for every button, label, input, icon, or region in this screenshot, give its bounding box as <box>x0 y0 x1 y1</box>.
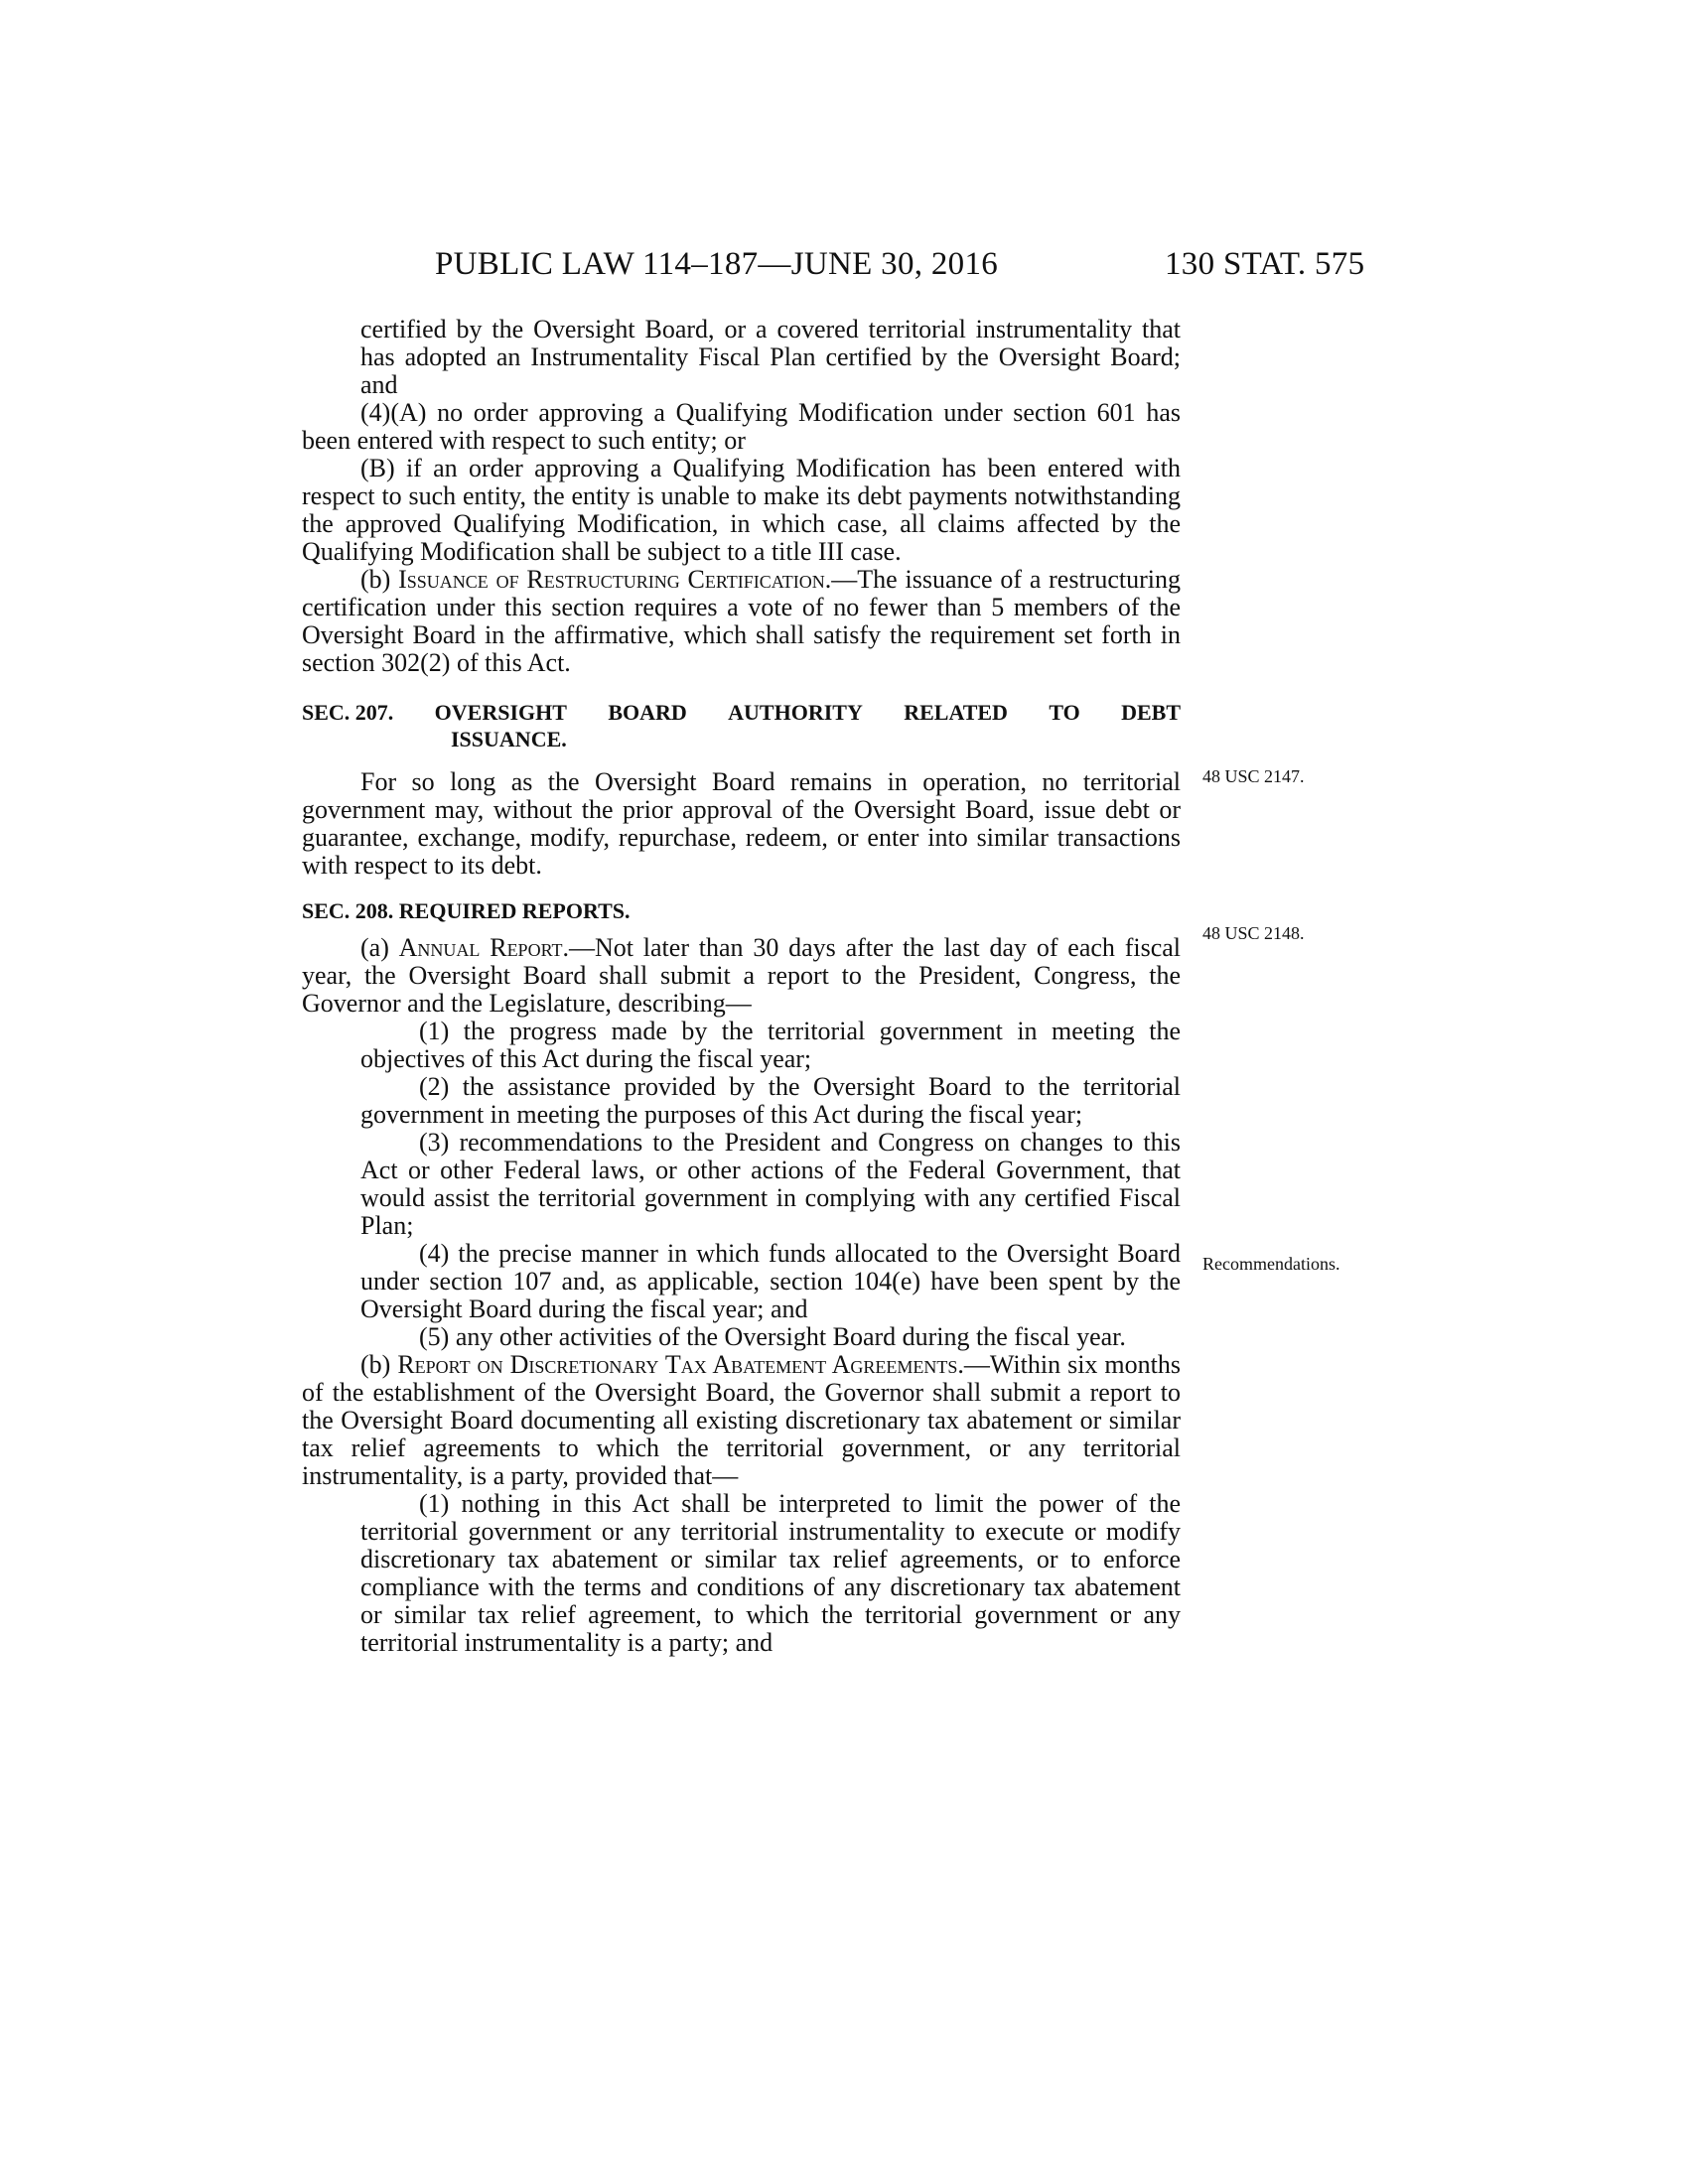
margin-note-recommendations: Recommendations. <box>1202 1254 1340 1274</box>
section-title-line2: ISSUANCE. <box>451 727 567 751</box>
page-header <box>0 246 1688 286</box>
subsection-text: .—The issuance of a restructuring certification under this section requires a vote of no fewer than 5 members of the Oversight Board in the affirmative, which shall satisfy the requirement set forth in section 302(2) of this Act. <box>302 565 1181 677</box>
intro-subsection-b <box>302 566 1181 677</box>
subsection-text: .—Not later than 30 days after the last day of each fiscal year, the Oversight Board shall submit a report to the President, Congress, the Governor and the Legislature, describing— <box>302 933 1181 1018</box>
section-208-subsection-b <box>302 1351 1181 1490</box>
section-207-text: For so long as the Oversight Board remains in operation, no territorial government may, without the prior approval of the Oversight Board, issue debt or guarantee, exchange, modify, repurchase, redeem, or enter into similar transactions with respect to its debt. <box>302 767 1181 880</box>
subsection-heading: Report on Discretionary Tax Abatement Agreements <box>397 1350 958 1379</box>
subsection-label: (b) <box>360 1350 398 1379</box>
margin-citation-207: 48 USC 2147. <box>1202 766 1305 786</box>
margin-citation-208: 48 USC 2148. <box>1202 923 1305 943</box>
section-207-heading <box>302 699 1181 752</box>
document-body <box>302 316 1181 1657</box>
subsection-heading: Annual Report <box>398 933 563 962</box>
intro-paragraph-2: (4)(A) no order approving a Qualifying Modification under section 601 has been entered with respect to such entity; or <box>302 398 1181 455</box>
section-208-heading: SEC. 208. REQUIRED REPORTS. <box>302 898 631 923</box>
subsection-heading: Issuance of Restructuring Certification <box>398 565 825 594</box>
title-word: TO <box>1049 700 1080 725</box>
subsection-label: (a) <box>360 933 399 962</box>
list-item: (2) the assistance provided by the Oversight Board to the territorial government in meeting the purposes of this Act during the fiscal year; <box>360 1072 1181 1129</box>
title-word: DEBT <box>1121 700 1181 725</box>
section-208-subsection-a <box>302 934 1181 1018</box>
intro-paragraph-1: certified by the Oversight Board, or a covered territorial instrumentality that has adopted an Instrumentality Fiscal Plan certified by the Oversight Board; and <box>360 315 1181 399</box>
subsection-text: .—Within six months of the establishment of the Oversight Board, the Governor shall submit a report to the Oversight Board documenting all existing discretionary tax abatement or similar tax relief agreements to which the territorial government, or any territorial instrumentality, is a party, provided that— <box>302 1350 1181 1490</box>
list-item: (1) the progress made by the territorial government in meeting the objectives of this Act during the fiscal year; <box>360 1017 1181 1073</box>
list-item: (4) the precise manner in which funds allocated to the Oversight Board under section 107 and, as applicable, section 104(e) have been spent by the Oversight Board during the fiscal year; and <box>360 1239 1181 1323</box>
title-word: OVERSIGHT <box>434 700 567 725</box>
list-item: (1) nothing in this Act shall be interpreted to limit the power of the territorial government or any territorial instrumentality to execute or modify discretionary tax abatement or similar tax relief agreements, or to enforce compliance with the terms and conditions of any discretionary tax abatement or similar tax relief agreement, to which the territorial government or any territorial instrumentality is a party; and <box>360 1489 1181 1657</box>
list-item: (3) recommendations to the President and Congress on changes to this Act or other Federal laws, or other actions of the Federal Government, that would assist the territorial government in complying with any certified Fiscal Plan; <box>360 1128 1181 1240</box>
title-word: AUTHORITY <box>728 700 863 725</box>
subsection-label: (b) <box>360 565 399 594</box>
law-title: PUBLIC LAW 114–187—JUNE 30, 2016 <box>435 246 999 282</box>
title-word: BOARD <box>608 700 687 725</box>
list-item: (5) any other activities of the Oversight Board during the fiscal year. <box>419 1322 1126 1351</box>
intro-paragraph-3: (B) if an order approving a Qualifying Modification has been entered with respect to such entity, the entity is unable to make its debt payments notwithstanding the approved Qualifying Modification, in which case, all claims affected by the Qualifying Modification shall be subject to a title III case. <box>302 454 1181 566</box>
title-word: RELATED <box>904 700 1008 725</box>
stat-page-number: 130 STAT. 575 <box>1165 246 1365 282</box>
section-number: SEC. 207. <box>302 700 394 725</box>
